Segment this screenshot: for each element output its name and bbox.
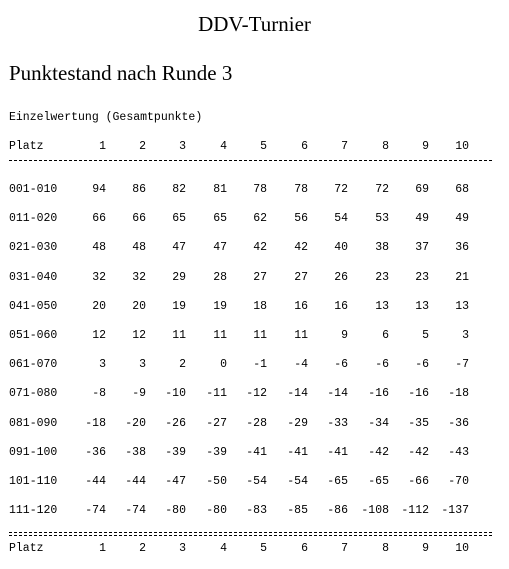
table-row-cell: -70: [448, 475, 469, 488]
table-row-cell: 13: [375, 300, 389, 313]
table-row-label: 081-090: [9, 417, 58, 430]
table-row-cell: 19: [213, 300, 227, 313]
footer-cell: 3: [179, 542, 186, 555]
table-row-cell: 47: [213, 241, 227, 254]
table-row-cell: 27: [253, 271, 267, 284]
table-row-cell: -50: [206, 475, 227, 488]
table-row-cell: 72: [334, 183, 348, 196]
table-row-cell: -108: [361, 504, 389, 517]
table-row-cell: 5: [422, 329, 429, 342]
table-row: [0, 387, 509, 401]
footer-cell: 7: [341, 542, 348, 555]
table-row-cell: -9: [132, 387, 146, 400]
table-row-cell: -6: [415, 358, 429, 371]
table-row: [0, 475, 509, 489]
table-row-cell: 11: [172, 329, 186, 342]
table-row-cell: 3: [462, 329, 469, 342]
table-row-cell: -65: [368, 475, 389, 488]
table-row-cell: 38: [375, 241, 389, 254]
table-row-cell: 37: [415, 241, 429, 254]
table-row: [0, 300, 509, 314]
table-row-cell: 11: [294, 329, 308, 342]
table-row-cell: 11: [253, 329, 267, 342]
table-row-cell: -28: [246, 417, 267, 430]
header-divider: [9, 160, 492, 161]
table-row-cell: 2: [179, 358, 186, 371]
table-row-cell: -34: [368, 417, 389, 430]
table-row-cell: 3: [99, 358, 106, 371]
table-row-cell: 12: [92, 329, 106, 342]
table-row-cell: 0: [220, 358, 227, 371]
table-row-cell: -80: [206, 504, 227, 517]
table-row-cell: -14: [287, 387, 308, 400]
table-row-label: 041-050: [9, 300, 58, 313]
table-row-cell: 48: [132, 241, 146, 254]
footer-cell: 9: [422, 542, 429, 555]
table-row-cell: 66: [92, 212, 106, 225]
table-row-cell: -44: [125, 475, 146, 488]
header-cell: 2: [139, 140, 146, 153]
page-subtitle: Punktestand nach Runde 3: [9, 61, 233, 85]
table-row-cell: 20: [132, 300, 146, 313]
table-row: [0, 446, 509, 460]
table-row-cell: -33: [327, 417, 348, 430]
table-row-cell: 16: [294, 300, 308, 313]
table-row-cell: -36: [448, 417, 469, 430]
table-row: [0, 212, 509, 226]
header-cell: 6: [301, 140, 308, 153]
table-row-cell: -39: [165, 446, 186, 459]
table-row-cell: -8: [92, 387, 106, 400]
table-row-cell: -16: [408, 387, 429, 400]
table-row-cell: 69: [415, 183, 429, 196]
table-row-cell: -27: [206, 417, 227, 430]
table-row-cell: -85: [287, 504, 308, 517]
table-row-cell: -6: [375, 358, 389, 371]
header-cell: 9: [422, 140, 429, 153]
table-row: [0, 241, 509, 255]
footer-row: [0, 542, 509, 556]
footer-cell: 4: [220, 542, 227, 555]
table-row-cell: -86: [327, 504, 348, 517]
table-row-cell: 23: [375, 271, 389, 284]
table-row-label: 091-100: [9, 446, 58, 459]
table-row-cell: 23: [415, 271, 429, 284]
table-row-cell: 78: [253, 183, 267, 196]
table-row-cell: 47: [172, 241, 186, 254]
section-label: Einzelwertung (Gesamtpunkte): [9, 111, 203, 124]
table-row-cell: -137: [441, 504, 469, 517]
table-row-cell: -74: [85, 504, 106, 517]
table-row-cell: 62: [253, 212, 267, 225]
table-row-cell: 12: [132, 329, 146, 342]
table-row-cell: 68: [455, 183, 469, 196]
table-row-cell: 72: [375, 183, 389, 196]
table-row-cell: -39: [206, 446, 227, 459]
table-row-cell: -18: [85, 417, 106, 430]
table-row-cell: -38: [125, 446, 146, 459]
table-row-cell: 28: [213, 271, 227, 284]
table-row: [0, 329, 509, 343]
table-row-cell: 56: [294, 212, 308, 225]
header-row: [0, 140, 509, 154]
table-row-cell: 3: [139, 358, 146, 371]
table-row-cell: -83: [246, 504, 267, 517]
header-cell: 7: [341, 140, 348, 153]
table-row-cell: -42: [408, 446, 429, 459]
table-row-cell: 32: [132, 271, 146, 284]
table-row: [0, 504, 509, 518]
table-row-label: 021-030: [9, 241, 58, 254]
table-row-cell: -7: [455, 358, 469, 371]
table-row-cell: -36: [85, 446, 106, 459]
table-row-cell: 49: [455, 212, 469, 225]
table-row: [0, 358, 509, 372]
table-row-cell: 27: [294, 271, 308, 284]
table-row-cell: -41: [287, 446, 308, 459]
table-row-cell: -41: [327, 446, 348, 459]
table-row-cell: 29: [172, 271, 186, 284]
table-row-cell: 86: [132, 183, 146, 196]
header-cell: 4: [220, 140, 227, 153]
page-title: DDV-Turnier: [198, 12, 311, 36]
table-row-cell: 11: [213, 329, 227, 342]
footer-cell: 5: [260, 542, 267, 555]
table-row-cell: -18: [448, 387, 469, 400]
table-row-cell: -66: [408, 475, 429, 488]
table-row-label: 051-060: [9, 329, 58, 342]
table-row-cell: -41: [246, 446, 267, 459]
table-row-cell: -14: [327, 387, 348, 400]
table-row-cell: 49: [415, 212, 429, 225]
header-label: Platz: [9, 140, 44, 153]
table-row-cell: -26: [165, 417, 186, 430]
footer-cell: 6: [301, 542, 308, 555]
table-row-cell: -35: [408, 417, 429, 430]
footer-cell: 8: [382, 542, 389, 555]
table-row-label: 071-080: [9, 387, 58, 400]
table-row-cell: -11: [206, 387, 227, 400]
table-row-cell: 81: [213, 183, 227, 196]
footer-cell: 10: [455, 542, 469, 555]
table-row-label: 001-010: [9, 183, 58, 196]
table-row-cell: -80: [165, 504, 186, 517]
table-row: [0, 183, 509, 197]
table-row-cell: 42: [294, 241, 308, 254]
table-row-cell: 40: [334, 241, 348, 254]
table-row-cell: -4: [294, 358, 308, 371]
table-row-cell: -74: [125, 504, 146, 517]
table-row-cell: 48: [92, 241, 106, 254]
footer-cell: 2: [139, 542, 146, 555]
table-row-cell: -10: [165, 387, 186, 400]
table-row-cell: 16: [334, 300, 348, 313]
table-row-cell: -6: [334, 358, 348, 371]
table-row-cell: 19: [172, 300, 186, 313]
table-row-label: 101-110: [9, 475, 58, 488]
table-row-cell: 20: [92, 300, 106, 313]
table-row-cell: 53: [375, 212, 389, 225]
table-row-cell: -29: [287, 417, 308, 430]
footer-label: Platz: [9, 542, 44, 555]
table-row-label: 011-020: [9, 212, 58, 225]
header-cell: 3: [179, 140, 186, 153]
table-row-cell: 26: [334, 271, 348, 284]
table-row-cell: 13: [455, 300, 469, 313]
table-row-cell: -1: [253, 358, 267, 371]
table-row-label: 031-040: [9, 271, 58, 284]
table-row-cell: 82: [172, 183, 186, 196]
footer-divider: [9, 532, 492, 536]
table-row: [0, 271, 509, 285]
table-row-cell: 13: [415, 300, 429, 313]
table-row-cell: 6: [382, 329, 389, 342]
table-row-cell: -16: [368, 387, 389, 400]
table-row-label: 111-120: [9, 504, 58, 517]
table-row: [0, 417, 509, 431]
table-row-cell: 36: [455, 241, 469, 254]
table-row-cell: -42: [368, 446, 389, 459]
header-cell: 1: [99, 140, 106, 153]
header-cell: 8: [382, 140, 389, 153]
table-row-cell: 94: [92, 183, 106, 196]
header-cell: 5: [260, 140, 267, 153]
table-row-cell: -20: [125, 417, 146, 430]
table-row-label: 061-070: [9, 358, 58, 371]
table-row-cell: 32: [92, 271, 106, 284]
table-row-cell: -47: [165, 475, 186, 488]
header-cell: 10: [455, 140, 469, 153]
table-row-cell: -112: [401, 504, 429, 517]
footer-cell: 1: [99, 542, 106, 555]
table-row-cell: 54: [334, 212, 348, 225]
table-row-cell: 65: [172, 212, 186, 225]
table-row-cell: -54: [246, 475, 267, 488]
table-row-cell: -43: [448, 446, 469, 459]
table-row-cell: 66: [132, 212, 146, 225]
table-row-cell: 42: [253, 241, 267, 254]
table-row-cell: 78: [294, 183, 308, 196]
table-row-cell: -12: [246, 387, 267, 400]
table-row-cell: -54: [287, 475, 308, 488]
table-row-cell: 21: [455, 271, 469, 284]
table-row-cell: -44: [85, 475, 106, 488]
table-row-cell: -65: [327, 475, 348, 488]
table-row-cell: 9: [341, 329, 348, 342]
table-row-cell: 65: [213, 212, 227, 225]
table-row-cell: 18: [253, 300, 267, 313]
